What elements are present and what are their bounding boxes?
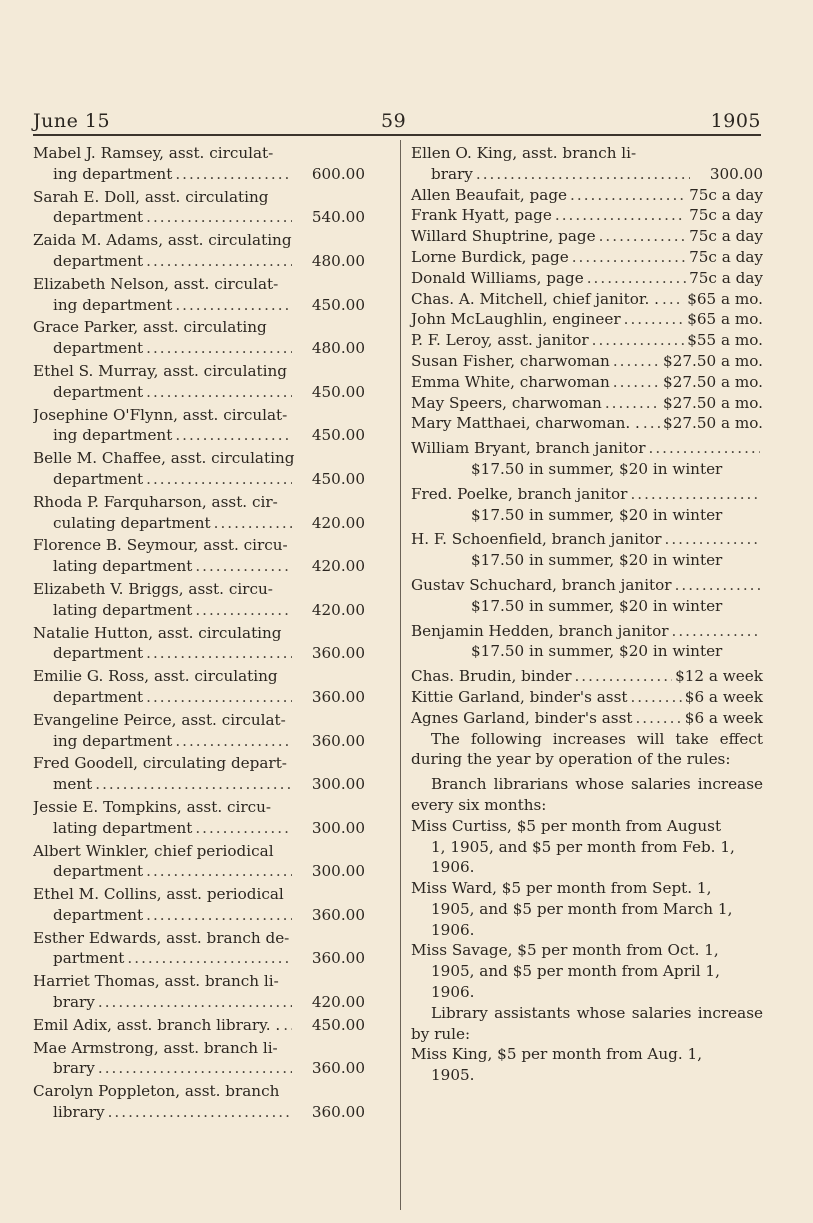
staff-name: Emma White, charwoman: [411, 372, 610, 391]
entry-name-cont: ing department: [53, 731, 173, 750]
staff-name: Willard Shuptrine, page: [411, 227, 596, 246]
salary-amount: 420.00: [311, 557, 365, 576]
staff-name: Lorne Burdick, page: [411, 247, 569, 266]
salary-amount: 360.00: [311, 731, 365, 750]
staff-name: Donald Williams, page: [411, 268, 584, 287]
janitor-entry: [411, 484, 763, 526]
salary-entry: [33, 361, 365, 403]
janitor-entry: [411, 621, 763, 663]
staff-entry: [411, 309, 763, 330]
staff-name: May Speers, charwoman: [411, 393, 602, 412]
staff-entry: [411, 205, 763, 226]
entry-name-cont: ing department: [53, 426, 173, 445]
janitor-name: Gustav Schuchard, branch janitor: [411, 575, 672, 594]
salary-amount: 360.00: [311, 644, 365, 663]
increase-item: [411, 878, 763, 940]
staff-name: Chas. A. Mitchell, chief janitor. .: [411, 289, 659, 308]
staff-name: Allen Beaufait, page: [411, 185, 568, 204]
salary-amount: 420.00: [311, 513, 365, 532]
binder-entry: [411, 666, 763, 687]
staff-name: Frank Hyatt, page: [411, 206, 552, 225]
janitor-name: William Bryant, branch janitor: [411, 439, 646, 458]
salary-entry: [33, 274, 365, 316]
janitor-rate: $17.50 in summer, $20 in winter: [471, 459, 723, 478]
staff-entry: [411, 351, 763, 372]
salary-amount: 360.00: [311, 1059, 365, 1078]
entry-name: Ellen O. King, asst. branch li-: [411, 144, 637, 162]
increase-list: [411, 816, 763, 1003]
entry-name-cont: lating department: [53, 557, 193, 576]
entry-name: Mae Armstrong, asst. branch li-: [33, 1038, 278, 1057]
staff-rate: $27.50 a mo.: [663, 393, 763, 412]
entry-name-cont: department: [53, 644, 144, 663]
staff-name: P. F. Leroy, asst. janitor: [411, 331, 589, 350]
janitor-line: [411, 438, 763, 459]
binder-rate: $6 a week: [684, 708, 763, 727]
staff-rate: $27.50 a mo.: [663, 351, 763, 370]
salary-entry: [33, 710, 365, 752]
increase-line: 1, 1905, and $5 per month from Feb. 1,: [431, 837, 735, 856]
janitor-rate: $17.50 in summer, $20 in winter: [471, 642, 723, 661]
salary-amount: 540.00: [311, 208, 365, 227]
entry-name-cont: brary: [431, 164, 473, 183]
increase-line: 1905.: [431, 1066, 475, 1085]
salary-entry: [411, 143, 763, 185]
entry-name-cont: department: [53, 905, 144, 924]
janitor-name: Benjamin Hedden, branch janitor: [411, 621, 669, 640]
staff-rate: 75c a day: [689, 268, 763, 287]
entry-name: Mabel J. Ramsey, asst. circulat-: [33, 144, 274, 162]
staff-list: [411, 185, 763, 435]
entry-name: Esther Edwards, asst. branch de-: [33, 928, 290, 947]
paragraph-increases: The following increases will take effect during the year by operation of the rules:: [411, 729, 763, 769]
salary-entry: [33, 230, 365, 272]
entry-name: Elizabeth Nelson, asst. circulat-: [33, 274, 279, 293]
staff-entry: [411, 372, 763, 393]
header-date: June 15: [33, 110, 111, 132]
entry-name: Josephine O'Flynn, asst. circulat-: [33, 405, 288, 424]
janitor-line: [411, 621, 763, 642]
staff-rate: 75c a day: [689, 247, 763, 266]
column-divider: [400, 140, 401, 1210]
salary-entry: [33, 623, 365, 665]
entry-name: Florence B. Seymour, asst. circu-: [33, 536, 288, 555]
salary-amount: 420.00: [311, 993, 365, 1012]
binder-name: Agnes Garland, binder's asst: [411, 708, 633, 727]
increase-line: Miss King, $5 per month from Aug. 1,: [411, 1045, 703, 1064]
entry-name-cont: department: [53, 339, 144, 358]
header-year: 1905: [710, 110, 761, 132]
janitor-list: [411, 438, 763, 666]
salary-amount: 450.00: [311, 426, 365, 445]
entry-name: Jessie E. Tompkins, asst. circu-: [33, 797, 272, 816]
salary-amount: 300.00: [311, 818, 365, 837]
salary-entry: [33, 448, 365, 490]
binder-list: [411, 666, 763, 728]
salary-amount: 360.00: [311, 905, 365, 924]
entry-name-cont: department: [53, 208, 144, 227]
entry-name: Zaida M. Adams, asst. circulating: [33, 231, 292, 250]
salary-entry: [33, 535, 365, 577]
entry-name-cont: lating department: [53, 818, 193, 837]
entry-name: Grace Parker, asst. circulating: [33, 318, 267, 337]
paragraph-branch-librarians: Branch librarians whose salaries increase every six months:: [411, 775, 763, 814]
salary-entry: [33, 841, 365, 883]
binder-entry: [411, 708, 763, 729]
staff-entry: [411, 268, 763, 289]
entry-name-cont: department: [53, 862, 144, 881]
salary-entry: [33, 1038, 365, 1080]
janitor-line: [411, 575, 763, 596]
janitor-name: H. F. Schoenfield, branch janitor: [411, 530, 662, 549]
janitor-line: [411, 529, 763, 550]
salary-amount: 300.00: [311, 862, 365, 881]
entry-name: Harriet Thomas, asst. branch li-: [33, 972, 279, 991]
salary-entry: [33, 492, 365, 534]
binder-name: Kittie Garland, binder's asst: [411, 687, 628, 706]
salary-entry: [33, 884, 365, 926]
staff-rate: 75c a day: [689, 227, 763, 246]
staff-name: Mary Matthaei, charwoman. .: [411, 414, 640, 433]
salary-amount: 300.00: [311, 775, 365, 794]
entry-name-cont: lating department: [53, 600, 193, 619]
entry-name-cont: ing department: [53, 164, 173, 183]
staff-entry: [411, 185, 763, 206]
salary-entry: [33, 405, 365, 447]
binder-entry: [411, 687, 763, 708]
entry-name-cont: partment: [53, 949, 125, 968]
salary-amount: 600.00: [311, 164, 365, 183]
binder-name: Chas. Brudin, binder: [411, 667, 572, 686]
paragraph-library-assistants: Library assistants whose salaries increase by rule:: [411, 1003, 763, 1043]
janitor-rate: $17.50 in summer, $20 in winter: [471, 551, 723, 570]
salary-entry: [33, 971, 365, 1013]
salary-amount: 480.00: [311, 251, 365, 270]
entry-name: Rhoda P. Farquharson, asst. cir-: [33, 492, 278, 511]
entry-name-cont: library: [53, 1103, 105, 1122]
staff-rate: 75c a day: [689, 185, 763, 204]
increase-line: Miss Savage, $5 per month from Oct. 1,: [411, 941, 719, 960]
right-column: [411, 143, 763, 1086]
janitor-entry: [411, 438, 763, 480]
salary-entry: [33, 1081, 365, 1123]
increase-line: 1906.: [431, 983, 475, 1002]
staff-rate: $55 a mo.: [687, 331, 763, 350]
staff-rate: $65 a mo.: [687, 289, 763, 308]
increase-line: 1905, and $5 per month from March 1,: [431, 899, 733, 918]
salary-entry: [33, 1015, 365, 1036]
staff-name: Susan Fisher, charwoman: [411, 351, 610, 370]
entry-name-cont: ing department: [53, 295, 173, 314]
janitor-rate: $17.50 in summer, $20 in winter: [471, 596, 723, 615]
page-number: 59: [381, 110, 407, 132]
entry-name: Fred Goodell, circulating depart-: [33, 754, 287, 773]
binder-rate: $6 a week: [684, 687, 763, 706]
entry-name-cont: brary: [53, 1059, 95, 1078]
staff-rate: $27.50 a mo.: [663, 372, 763, 391]
binder-rate: $12 a week: [675, 667, 763, 686]
left-column: [33, 143, 365, 1125]
staff-entry: [411, 247, 763, 268]
increase-item: [411, 940, 763, 1002]
staff-rate: 75c a day: [689, 206, 763, 225]
staff-entry: [411, 413, 763, 434]
salary-entry: [33, 797, 365, 839]
entry-name: Albert Winkler, chief periodical: [33, 841, 274, 860]
entry-name: Emilie G. Ross, asst. circulating: [33, 667, 278, 686]
salary-entry: [33, 928, 365, 970]
entry-name: Carolyn Poppleton, asst. branch: [33, 1082, 280, 1101]
salary-entry: [33, 143, 365, 185]
entry-name-cont: department: [53, 382, 144, 401]
janitor-entry: [411, 575, 763, 617]
entry-name-cont: department: [53, 251, 144, 270]
salary-amount: 480.00: [311, 339, 365, 358]
salary-amount: 450.00: [311, 295, 365, 314]
salary-amount: 300.00: [709, 164, 763, 183]
staff-entry: [411, 393, 763, 414]
entry-name: Belle M. Chaffee, asst. circulating: [33, 449, 295, 468]
janitor-name: Fred. Poelke, branch janitor: [411, 484, 628, 503]
entry-name: Emil Adix, asst. branch library. .: [33, 1015, 281, 1034]
salary-amount: 450.00: [311, 1015, 365, 1034]
entry-name-cont: culating department: [53, 513, 211, 532]
salary-amount: 450.00: [311, 382, 365, 401]
entry-name: Elizabeth V. Briggs, asst. circu-: [33, 579, 273, 598]
entry-name: Ethel S. Murray, asst. circulating: [33, 361, 287, 380]
janitor-line: [411, 484, 763, 505]
increase-item: [411, 1044, 763, 1086]
page-header: [33, 108, 761, 136]
increase-line: Miss Curtiss, $5 per month from August: [411, 816, 722, 835]
increase-line: 1906.: [431, 920, 475, 939]
staff-entry: [411, 289, 763, 310]
staff-rate: $65 a mo.: [687, 310, 763, 329]
salary-amount: 360.00: [311, 687, 365, 706]
increase-item: [411, 816, 763, 878]
salary-amount: 420.00: [311, 600, 365, 619]
entry-name-cont: department: [53, 469, 144, 488]
janitor-rate: $17.50 in summer, $20 in winter: [471, 505, 723, 524]
staff-name: John McLaughlin, engineer: [411, 310, 621, 329]
staff-rate: $27.50 a mo.: [663, 414, 763, 433]
salary-entry: [33, 579, 365, 621]
staff-entry: [411, 330, 763, 351]
salary-amount: 360.00: [311, 1103, 365, 1122]
salary-entry: [33, 666, 365, 708]
salary-entry: [33, 753, 365, 795]
salary-amount: 450.00: [311, 469, 365, 488]
entry-name-cont: department: [53, 687, 144, 706]
salary-amount: 360.00: [311, 949, 365, 968]
increase-line: 1905, and $5 per month from April 1,: [431, 962, 720, 981]
salary-entry: [33, 187, 365, 229]
entry-name: Evangeline Peirce, asst. circulat-: [33, 710, 286, 729]
increase-line: Miss Ward, $5 per month from Sept. 1,: [411, 879, 712, 898]
entry-name: Sarah E. Doll, asst. circulating: [33, 187, 269, 206]
staff-entry: [411, 226, 763, 247]
increase-line: 1906.: [431, 858, 475, 877]
entry-name-cont: brary: [53, 993, 95, 1012]
janitor-entry: [411, 529, 763, 571]
entry-name: Natalie Hutton, asst. circulating: [33, 623, 282, 642]
salary-entry: [33, 317, 365, 359]
entry-name-cont: ment: [53, 775, 93, 794]
entry-name: Ethel M. Collins, asst. periodical: [33, 885, 284, 904]
